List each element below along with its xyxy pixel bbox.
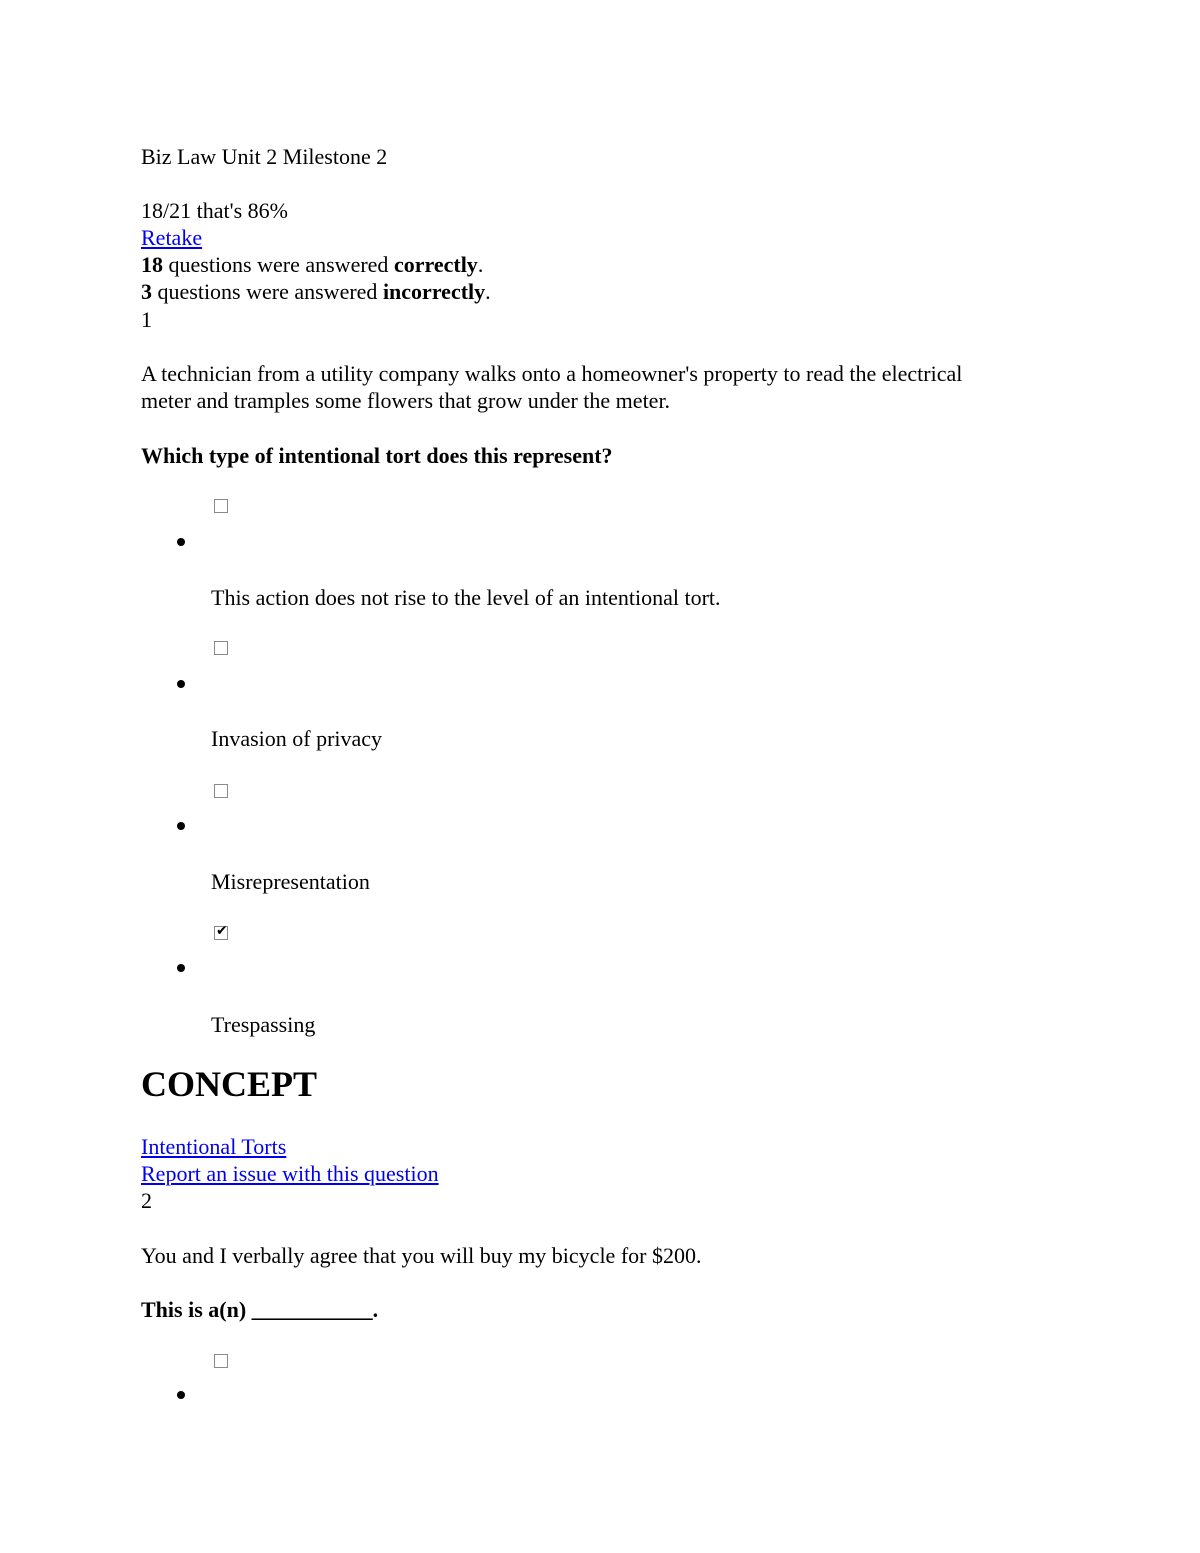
bullet-icon xyxy=(177,538,185,546)
score: 18/21 that's 86% xyxy=(141,198,288,223)
bullet-icon xyxy=(177,1391,185,1399)
option-checkbox[interactable] xyxy=(214,499,228,513)
question-prompt-continued: meter and tramples some flowers that grow under the meter. xyxy=(141,388,671,413)
bullet-icon xyxy=(177,964,185,972)
question-prompt: A technician from a utility company walks onto a homeowner's property to read the electrical xyxy=(141,361,963,386)
concept-link[interactable]: Intentional Torts xyxy=(141,1134,287,1159)
correct-count: 18 xyxy=(141,252,163,277)
question-number: 2 xyxy=(141,1188,152,1213)
option-checkbox[interactable] xyxy=(214,784,228,798)
bullet-icon xyxy=(177,680,185,688)
correct-text: questions were answered xyxy=(163,252,394,277)
incorrect-period: . xyxy=(485,279,491,304)
option-label[interactable]: Trespassing xyxy=(211,1012,316,1037)
concept-heading: CONCEPT xyxy=(141,1064,318,1104)
option-label[interactable]: Invasion of privacy xyxy=(211,726,383,751)
bullet-icon xyxy=(177,822,185,830)
incorrect-text: questions were answered xyxy=(152,279,383,304)
option-label[interactable]: This action does not rise to the level of an intentional tort. xyxy=(211,585,721,610)
incorrect-word: incorrectly xyxy=(382,279,486,304)
question-text: This is a(n) ___________. xyxy=(141,1297,379,1322)
incorrect-summary xyxy=(141,278,491,305)
correct-word: correctly xyxy=(393,252,478,277)
page-title: Biz Law Unit 2 Milestone 2 xyxy=(141,144,388,169)
report-issue-link[interactable]: Report an issue with this question xyxy=(141,1161,439,1186)
option-label[interactable]: Misrepresentation xyxy=(211,869,370,894)
correct-period: . xyxy=(477,252,484,277)
option-checkbox-checked[interactable] xyxy=(214,923,228,940)
incorrect-count: 3 xyxy=(141,279,152,304)
correct-summary xyxy=(141,251,483,278)
option-checkbox[interactable] xyxy=(214,1354,228,1368)
retake-link[interactable]: Retake xyxy=(141,225,203,250)
option-checkbox[interactable] xyxy=(214,641,228,655)
question-prompt: You and I verbally agree that you will buy my bicycle for $200. xyxy=(141,1243,702,1268)
checkmark-icon: ✔ xyxy=(216,923,228,939)
question-text: Which type of intentional tort does this represent? xyxy=(141,443,613,468)
question-number: 1 xyxy=(141,307,152,332)
